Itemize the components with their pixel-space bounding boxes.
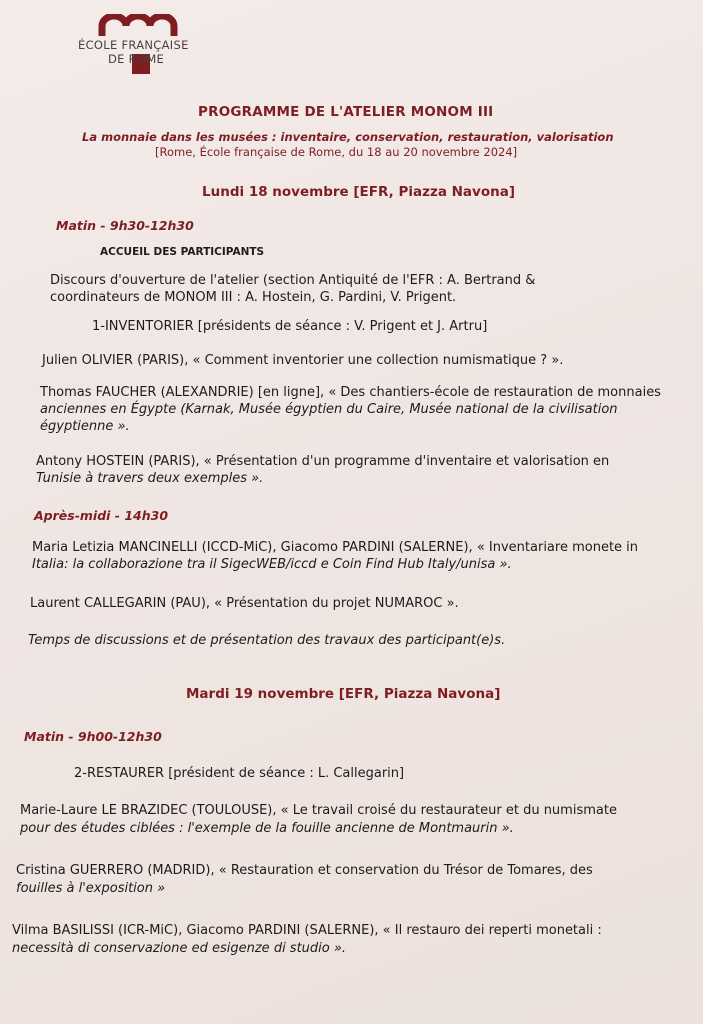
talk-lebrazidec-line2: pour des études ciblées : l'exemple de la fouille ancienne de Montmaurin ». xyxy=(20,821,514,836)
day2-heading: Mardi 19 novembre [EFR, Piazza Navona] xyxy=(186,686,501,702)
talk-basilissi-line2: necessità di conservazione ed esigenze di studio ». xyxy=(12,941,347,956)
programme-place-dates: [Rome, École française de Rome, du 18 au 20 novembre 2024] xyxy=(155,145,518,159)
talk-mancinelli-line2: Italia: la collaborazione tra il SigecWEB/iccd e Coin Find Hub Italy/unisa ». xyxy=(32,557,512,572)
day1-morning: Matin - 9h30-12h30 xyxy=(56,218,194,233)
day1-heading: Lundi 18 novembre [EFR, Piazza Navona] xyxy=(202,184,516,200)
talk-hostein-line1: Antony HOSTEIN (PARIS), « Présentation d'un programme d'inventaire et valorisation en xyxy=(36,454,610,469)
discours-line1: Discours d'ouverture de l'atelier (section Antiquité de l'EFR : A. Bertrand & xyxy=(50,273,536,288)
talk-faucher-line3: égyptienne ». xyxy=(40,419,130,434)
section-restaurer: 2-RESTAURER [président de séance : L. Callegarin] xyxy=(74,766,405,781)
talk-faucher-line1: Thomas FAUCHER (ALEXANDRIE) [en ligne], « Des chantiers-école de restauration de monnaies xyxy=(40,385,661,400)
talk-faucher-line2: anciennes en Égypte (Karnak, Musée égyptien du Caire, Musée national de la civilisation xyxy=(40,402,618,417)
programme-subtitle: La monnaie dans les musées : inventaire, conservation, restauration, valorisation xyxy=(82,130,614,144)
talk-guerrero-line2: fouilles à l'exposition » xyxy=(16,881,166,896)
logo-line1: ÉCOLE FRANÇAISE xyxy=(78,38,189,52)
discours-line2: coordinateurs de MONOM III : A. Hostein, G. Pardini, V. Prigent. xyxy=(50,290,457,305)
efr-logo xyxy=(78,14,208,74)
talk-mancinelli-line1: Maria Letizia MANCINELLI (ICCD-MiC), Giacomo PARDINI (SALERNE), « Inventariare monete in xyxy=(32,540,639,555)
day2-morning: Matin - 9h00-12h30 xyxy=(24,729,162,744)
talk-basilissi-line1: Vilma BASILISSI (ICR-MiC), Giacomo PARDINI (SALERNE), « Il restauro dei reperti monetali : xyxy=(12,923,602,938)
section-inventorier: 1-INVENTORIER [présidents de séance : V. Prigent et J. Artru] xyxy=(92,319,488,334)
talk-lebrazidec-line1: Marie-Laure LE BRAZIDEC (TOULOUSE), « Le travail croisé du restaurateur et du numismate xyxy=(20,803,617,818)
talk-callegarin: Laurent CALLEGARIN (PAU), « Présentation du projet NUMAROC ». xyxy=(30,596,459,611)
day1-afternoon: Après-midi - 14h30 xyxy=(34,508,169,523)
talk-hostein-line2: Tunisie à travers deux exemples ». xyxy=(36,471,264,486)
accueil-participants: ACCUEIL DES PARTICIPANTS xyxy=(100,246,265,258)
discussion-note: Temps de discussions et de présentation des travaux des participant(e)s. xyxy=(28,633,506,648)
talk-guerrero-line1: Cristina GUERRERO (MADRID), « Restauration et conservation du Trésor de Tomares, des xyxy=(16,863,593,878)
logo-line2: DE ROME xyxy=(108,52,165,66)
programme-title: PROGRAMME DE L'ATELIER MONOM III xyxy=(198,104,494,120)
talk-olivier: Julien OLIVIER (PARIS), « Comment inventorier une collection numismatique ? ». xyxy=(42,353,564,368)
